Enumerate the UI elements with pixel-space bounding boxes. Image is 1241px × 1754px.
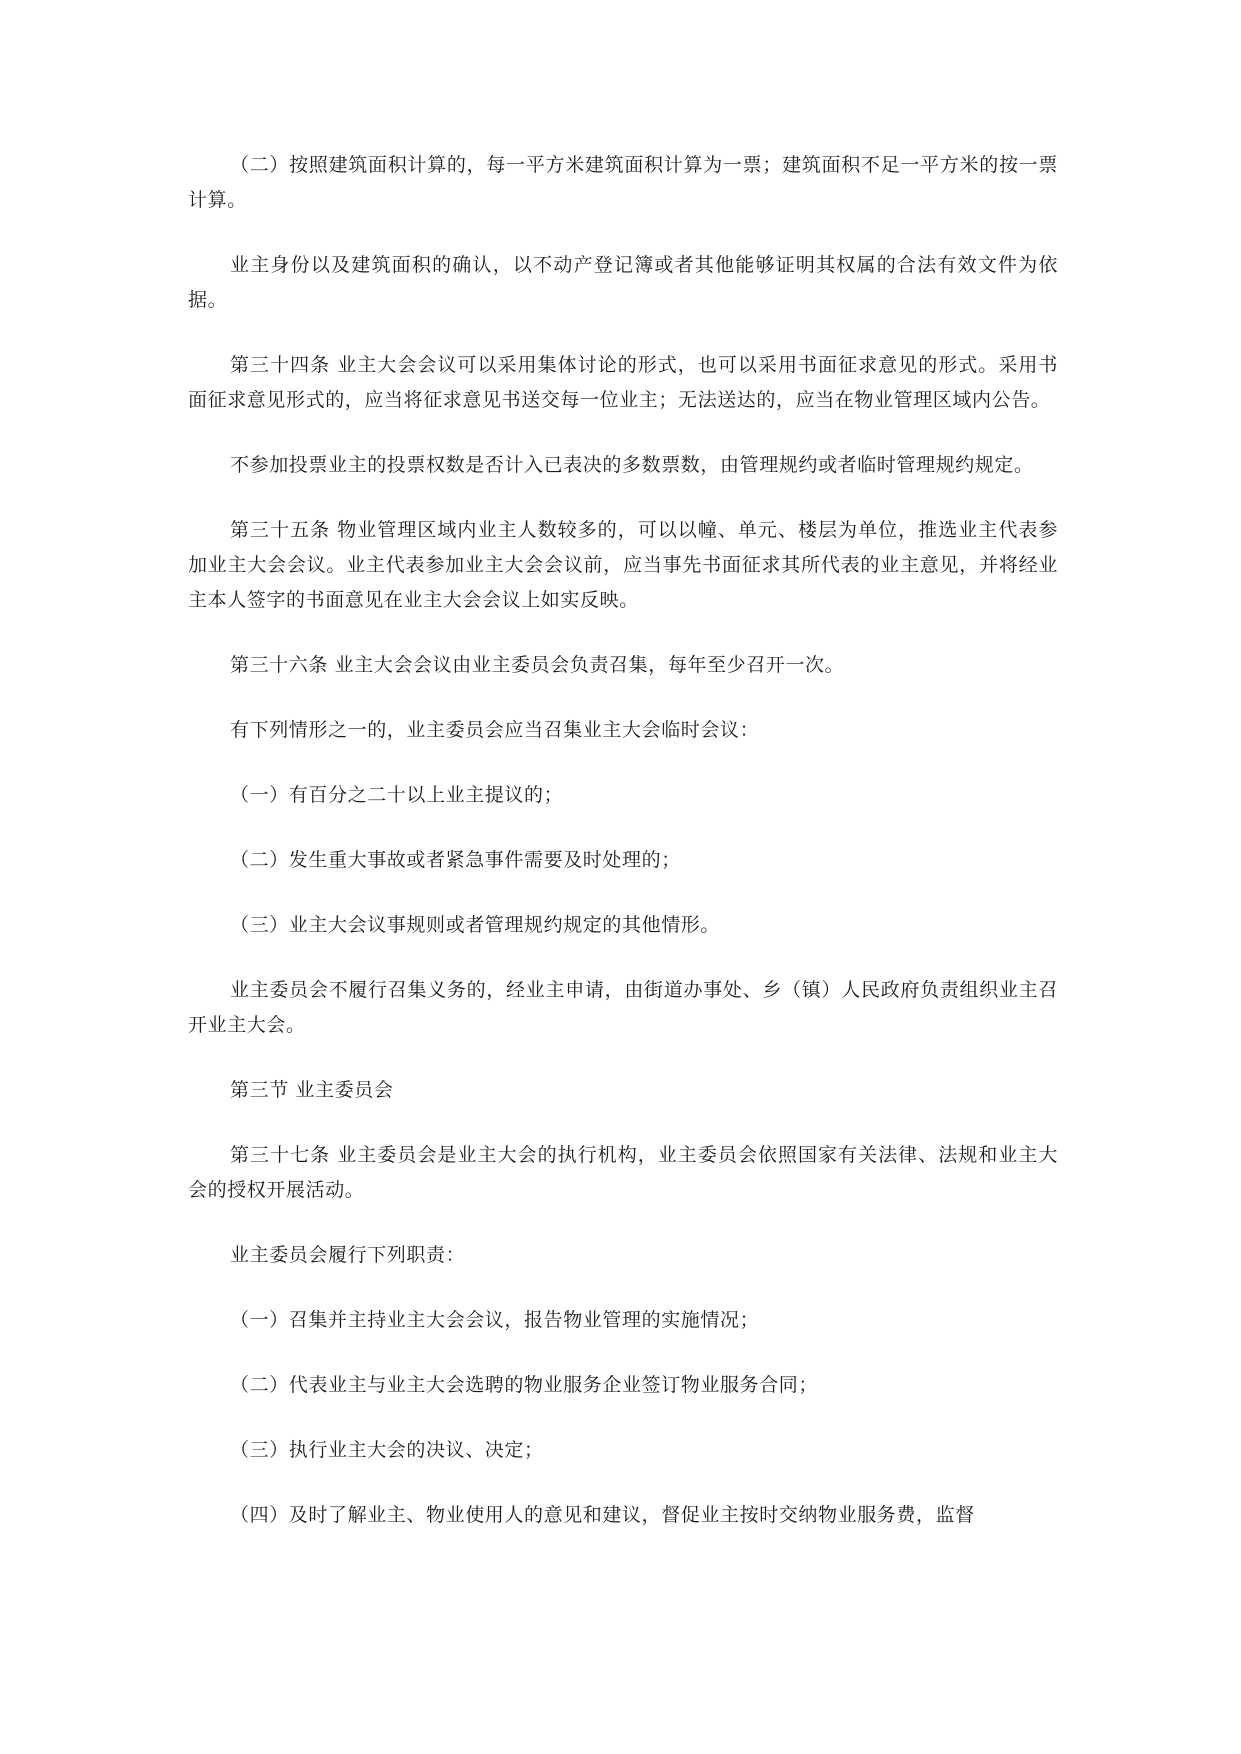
paragraph-15: （一）召集并主持业主大会会议，报告物业管理的实施情况； bbox=[230, 1309, 760, 1331]
paragraph-4: 不参加投票业主的投票权数是否计入已表决的多数票数，由管理规约或者临时管理规约规定。 bbox=[230, 454, 1034, 476]
paragraph-11: 业主委员会不履行召集义务的，经业主申请，由街道办事处、乡（镇）人民政府负责组织业主召开业主大会。 bbox=[188, 979, 1058, 1036]
document-body bbox=[188, 148, 1058, 1563]
paragraph-3: 第三十四条 业主大会会议可以采用集体讨论的形式，也可以采用书面征求意见的形式。采用书面征求意见形式的，应当将征求意见书送交每一位业主；无法送达的，应当在物业管理区域内公告。 bbox=[188, 354, 1058, 411]
paragraph-7: 有下列情形之一的，业主委员会应当召集业主大会临时会议： bbox=[230, 719, 760, 741]
paragraph-2: 业主身份以及建筑面积的确认，以不动产登记簿或者其他能够证明其权属的合法有效文件为依据。 bbox=[188, 254, 1058, 311]
paragraph-10: （三）业主大会议事规则或者管理规约规定的其他情形。 bbox=[230, 914, 721, 936]
paragraph-9: （二）发生重大事故或者紧急事件需要及时处理的； bbox=[230, 849, 681, 871]
paragraph-8: （一）有百分之二十以上业主提议的； bbox=[230, 784, 564, 806]
paragraph-1: （二）按照建筑面积计算的，每一平方米建筑面积计算为一票；建筑面积不足一平方米的按一票计算。 bbox=[188, 154, 1058, 211]
section-heading: 第三节 业主委员会 bbox=[230, 1079, 394, 1101]
paragraph-17: （三）执行业主大会的决议、决定； bbox=[230, 1439, 544, 1461]
paragraph-6: 第三十六条 业主大会会议由业主委员会负责召集，每年至少召开一次。 bbox=[230, 654, 845, 676]
paragraph-18: （四）及时了解业主、物业使用人的意见和建议，督促业主按时交纳物业服务费，监督 bbox=[230, 1504, 975, 1526]
paragraph-5: 第三十五条 物业管理区域内业主人数较多的，可以以幢、单元、楼层为单位，推选业主代表参加业主大会会议。业主代表参加业主大会会议前，应当事先书面征求其所代表的业主意见，并将经业主本人签字的书面意见在业主大会会议上如实反映。 bbox=[188, 519, 1058, 611]
paragraph-13: 第三十七条 业主委员会是业主大会的执行机构，业主委员会依照国家有关法律、法规和业主大会的授权开展活动。 bbox=[188, 1144, 1058, 1201]
paragraph-16: （二）代表业主与业主大会选聘的物业服务企业签订物业服务合同； bbox=[230, 1374, 819, 1396]
paragraph-14: 业主委员会履行下列职责： bbox=[230, 1244, 466, 1266]
